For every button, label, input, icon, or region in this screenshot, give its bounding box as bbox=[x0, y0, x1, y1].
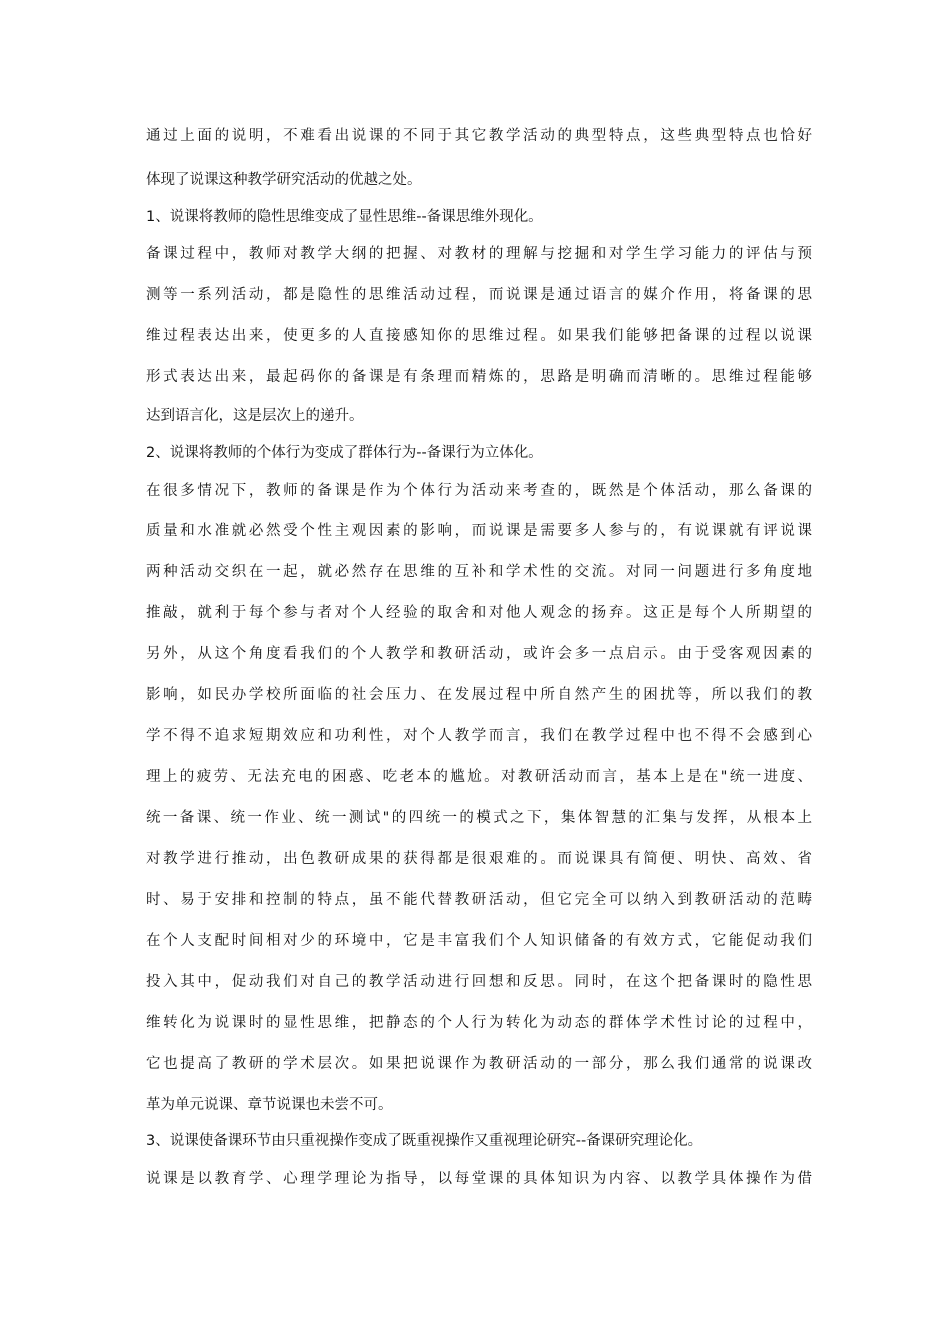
text-line: 测等一系列活动，都是隐性的思维活动过程，而说课是通过语言的媒介作用，将备课的思 bbox=[146, 287, 812, 303]
text-line: 影响，如民办学校所面临的社会压力、在发展过程中所自然产生的困扰等，所以我们的教 bbox=[146, 687, 812, 703]
text-line: 维转化为说课时的显性思维，把静态的个人行为转化为动态的群体学术性讨论的过程中， bbox=[146, 1015, 812, 1031]
text-line: 另外，从这个角度看我们的个人教学和教研活动，或许会多一点启示。由于受客观因素的 bbox=[146, 646, 812, 662]
text-line: 通过上面的说明，不难看出说课的不同于其它教学活动的典型特点，这些典型特点也恰好 bbox=[146, 128, 812, 144]
text-line: 两种活动交织在一起，就必然存在思维的互补和学术性的交流。对同一问题进行多角度地 bbox=[146, 564, 812, 580]
text-line: 说课是以教育学、心理学理论为指导，以每堂课的具体知识为内容、以教学具体操作为借 bbox=[146, 1171, 812, 1187]
text-line: 维过程表达出来，使更多的人直接感知你的思维过程。如果我们能够把备课的过程以说课 bbox=[146, 328, 812, 344]
section-heading: 1、说课将教师的隐性思维变成了显性思维--备课思维外现化。 bbox=[146, 209, 543, 225]
section-heading: 3、说课使备课环节由只重视操作变成了既重视操作又重视理论研究--备课研究理论化。 bbox=[146, 1133, 703, 1149]
text-line: 推敲，就利于每个参与者对个人经验的取舍和对他人观念的扬弃。这正是每个人所期望的 bbox=[146, 605, 812, 621]
text-line: 理上的疲劳、无法充电的困惑、吃老本的尴尬。对教研活动而言，基本上是在"统一进度、 bbox=[146, 769, 812, 785]
text-line: 体现了说课这种教学研究活动的优越之处。 bbox=[146, 172, 422, 188]
text-line: 投入其中，促动我们对自己的教学活动进行回想和反思。同时，在这个把备课时的隐性思 bbox=[146, 974, 812, 990]
text-line: 时、易于安排和控制的特点，虽不能代替教研活动，但它完全可以纳入到教研活动的范畴 bbox=[146, 892, 812, 908]
text-line: 备课过程中，教师对教学大纲的把握、对教材的理解与挖掘和对学生学习能力的评估与预 bbox=[146, 246, 812, 262]
text-line: 达到语言化，这是层次上的递升。 bbox=[146, 408, 364, 424]
text-line: 学不得不追求短期效应和功利性，对个人教学而言，我们在教学过程中也不得不会感到心 bbox=[146, 728, 812, 744]
text-line: 形式表达出来，最起码你的备课是有条理而精炼的，思路是明确而清晰的。思维过程能够 bbox=[146, 369, 812, 385]
text-line: 统一备课、统一作业、统一测试"的四统一的模式之下，集体智慧的汇集与发挥，从根本上 bbox=[146, 810, 812, 826]
text-line: 它也提高了教研的学术层次。如果把说课作为教研活动的一部分，那么我们通常的说课改 bbox=[146, 1056, 812, 1072]
text-line: 质量和水准就必然受个性主观因素的影响，而说课是需要多人参与的，有说课就有评说课 bbox=[146, 523, 812, 539]
section-heading: 2、说课将教师的个体行为变成了群体行为--备课行为立体化。 bbox=[146, 445, 543, 461]
text-line: 在很多情况下，教师的备课是作为个体行为活动来考查的，既然是个体活动，那么备课的 bbox=[146, 483, 812, 499]
text-line: 在个人支配时间相对少的环境中，它是丰富我们个人知识储备的有效方式，它能促动我们 bbox=[146, 933, 812, 949]
text-line: 对教学进行推动，出色教研成果的获得都是很艰难的。而说课具有简便、明快、高效、省 bbox=[146, 851, 812, 867]
text-line: 革为单元说课、章节说课也未尝不可。 bbox=[146, 1097, 393, 1113]
